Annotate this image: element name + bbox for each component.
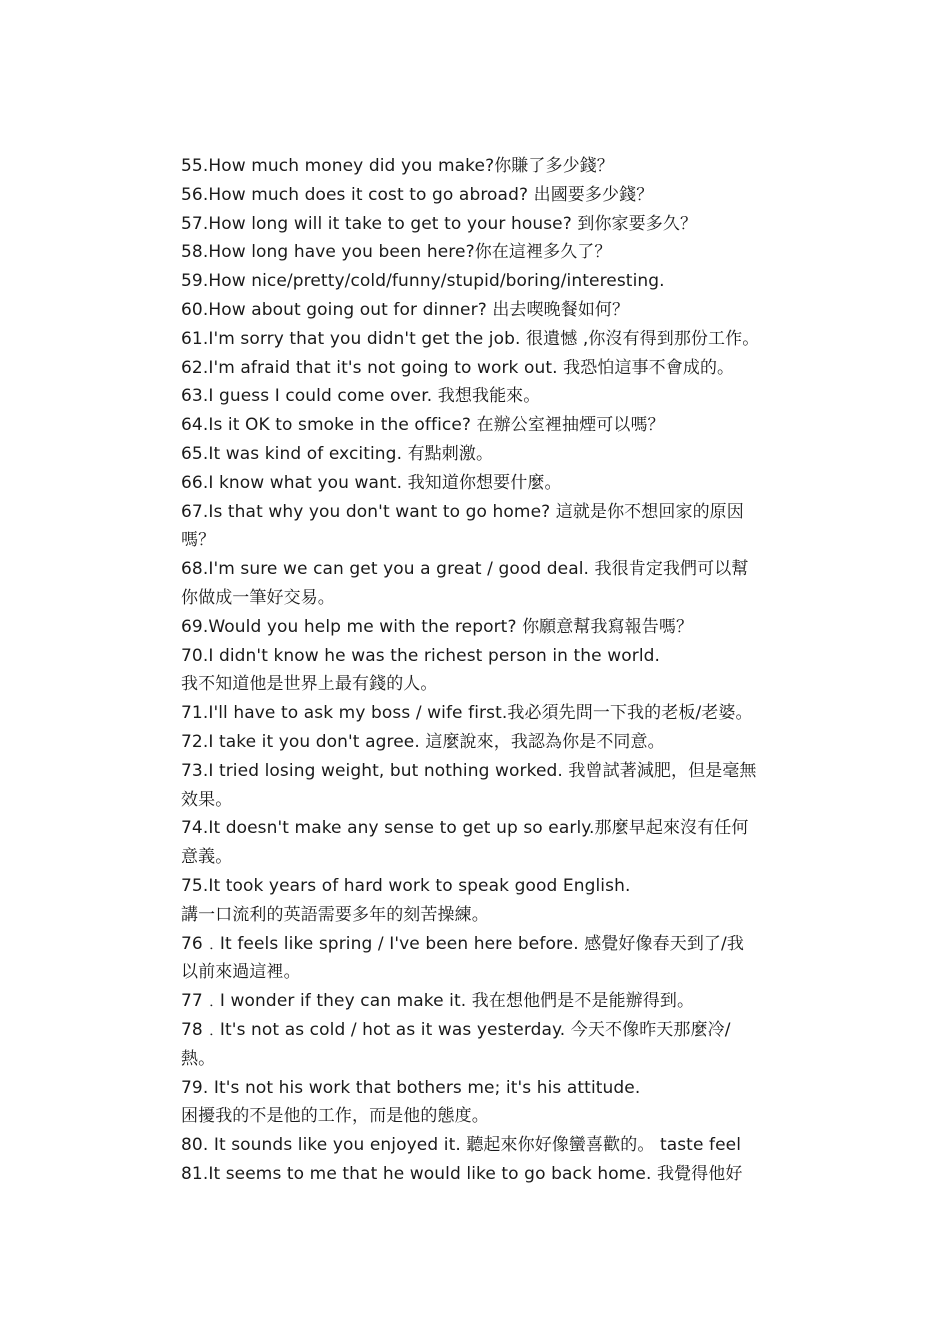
- text-line: 60.How about going out for dinner? 出去喫晚餐如何？: [181, 299, 630, 320]
- text-line: 68.I'm sure we can get you a great / good deal. 我很肯定我們可以幫: [181, 559, 749, 580]
- text-line: 79. It's not his work that bothers me; it's his attitude.: [181, 1077, 641, 1098]
- text-line: 以前來過這裡。: [181, 962, 301, 983]
- text-line: 困擾我的不是他的工作，而是他的態度。: [181, 1106, 489, 1127]
- text-line: 56.How much does it cost to go abroad? 出國要多少錢？: [181, 184, 654, 205]
- text-line: 69.Would you help me with the report? 你願意幫我寫報告嗎？: [181, 616, 694, 637]
- text-line: 我不知道他是世界上最有錢的人。: [181, 674, 438, 695]
- text-line: 80. It sounds like you enjoyed it. 聽起來你好像蠻喜歡的。 taste feel: [181, 1135, 742, 1156]
- text-line: 講一口流利的英語需要多年的刻苦操練。: [181, 904, 489, 925]
- text-line: 效果。: [181, 789, 233, 810]
- text-line: 78﹒It's not as cold / hot as it was yesterday. 今天不像昨天那麼冷/: [181, 1019, 731, 1040]
- text-line: 59.How nice/pretty/cold/funny/stupid/boring/interesting.: [181, 271, 665, 292]
- text-line: 嗎？: [181, 530, 216, 551]
- text-line: 62.I'm afraid that it's not going to work out. 我恐怕這事不會成的。: [181, 357, 735, 378]
- text-line: 66.I know what you want. 我知道你想要什麼。: [181, 472, 562, 493]
- text-line: 72.I take it you don't agree. 這麼說來，我認為你是不同意。: [181, 731, 665, 752]
- text-line: 58.How long have you been here?你在這裡多久了？: [181, 242, 612, 263]
- text-line: 71.I'll have to ask my boss / wife first.我必須先問一下我的老板/老婆。: [181, 703, 753, 724]
- text-line: 55.How much money did you make?你賺了多少錢？: [181, 156, 614, 176]
- text-line: 81.It seems to me that he would like to go back home. 我覺得他好: [181, 1163, 743, 1184]
- text-line: 77﹒I wonder if they can make it. 我在想他們是不是能辦得到。: [181, 991, 695, 1012]
- text-line: 你做成一筆好交易。: [181, 587, 335, 608]
- text-line: 73.I tried losing weight, but nothing worked. 我曾試著減肥，但是毫無: [181, 760, 757, 781]
- text-line: 74.It doesn't make any sense to get up so early.那麼早起來沒有任何: [181, 818, 749, 839]
- text-line: 意義。: [181, 847, 233, 868]
- text-line: 75.It took years of hard work to speak good English.: [181, 875, 631, 896]
- document-body: [181, 152, 781, 1189]
- text-line: 70.I didn't know he was the richest person in the world.: [181, 645, 661, 666]
- text-line: 76﹒It feels like spring / I've been here before. 感覺好像春天到了/我: [181, 933, 744, 954]
- text-line: 57.How long will it take to get to your house? 到你家要多久？: [181, 213, 698, 234]
- text-line: 熱。: [181, 1048, 216, 1069]
- text-line: 64.Is it OK to smoke in the office? 在辦公室裡抽煙可以嗎？: [181, 415, 665, 436]
- text-line: 63.I guess I could come over. 我想我能來。: [181, 386, 541, 407]
- text-line: 61.I'm sorry that you didn't get the job. 很遺憾 ,你沒有得到那份工作。: [181, 328, 760, 349]
- text-line: 67.Is that why you don't want to go home? 這就是你不想回家的原因: [181, 501, 744, 522]
- text-line: 65.It was kind of exciting. 有點刺激。: [181, 443, 494, 464]
